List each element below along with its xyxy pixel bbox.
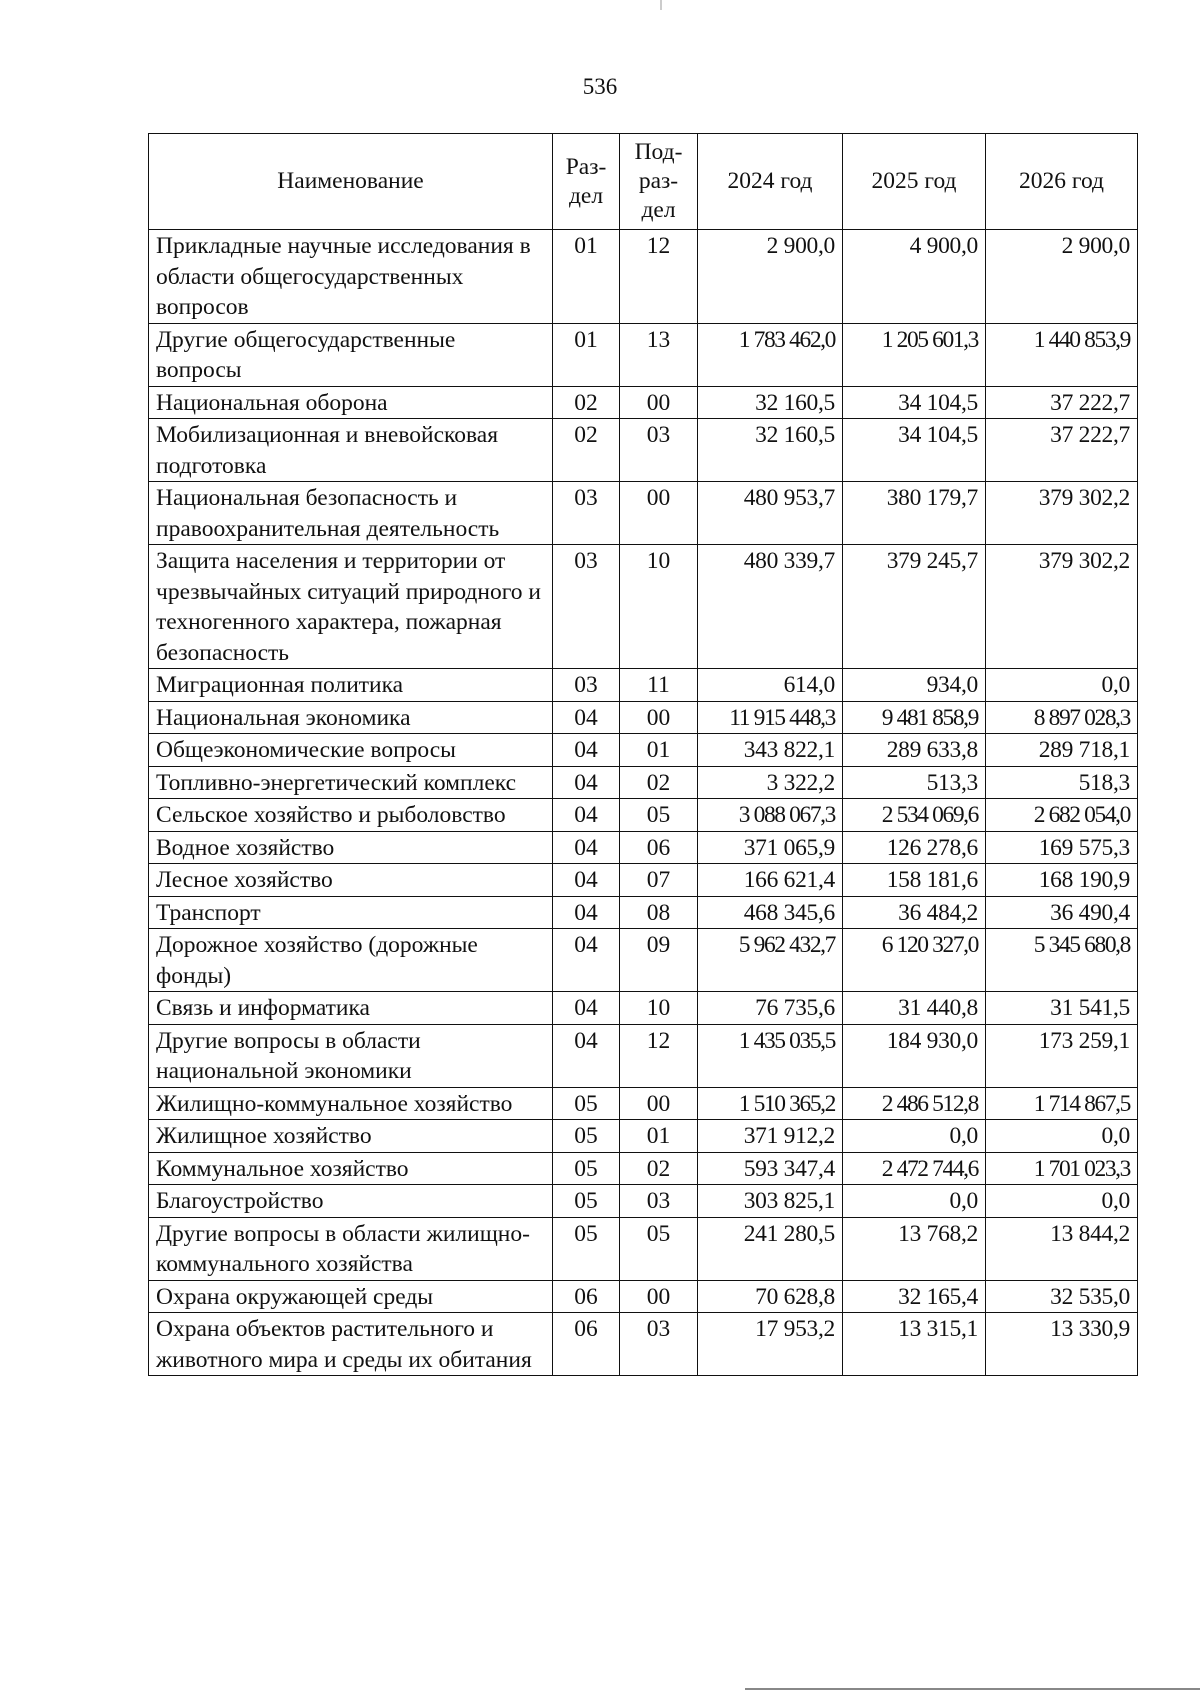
table-row [149, 766, 1138, 799]
cell-2024: 3 322,2 [698, 766, 843, 799]
header-2024: 2024 год [698, 134, 843, 230]
table-row [149, 1120, 1138, 1153]
cell-name: Сельское хозяйство и рыболовство [149, 799, 553, 832]
cell-podrazdel: 03 [620, 1185, 698, 1218]
cell-name: Общеэкономические вопросы [149, 734, 553, 767]
header-2026: 2026 год [986, 134, 1138, 230]
table-row [149, 1087, 1138, 1120]
cell-podrazdel: 13 [620, 323, 698, 386]
cell-razdel: 04 [553, 766, 620, 799]
cell-name: Коммунальное хозяйство [149, 1152, 553, 1185]
cell-razdel: 04 [553, 864, 620, 897]
cell-razdel: 04 [553, 734, 620, 767]
cell-razdel: 01 [553, 323, 620, 386]
cell-name: Миграционная политика [149, 669, 553, 702]
cell-2024: 241 280,5 [698, 1217, 843, 1280]
cell-podrazdel: 02 [620, 1152, 698, 1185]
cell-name: Национальная экономика [149, 701, 553, 734]
cell-name: Национальная оборона [149, 386, 553, 419]
cell-razdel: 03 [553, 482, 620, 545]
cell-name: Жилищное хозяйство [149, 1120, 553, 1153]
cell-name: Благоустройство [149, 1185, 553, 1218]
cell-name: Связь и информатика [149, 992, 553, 1025]
cell-podrazdel: 12 [620, 1024, 698, 1087]
cell-2025: 0,0 [843, 1185, 986, 1218]
cell-2024: 343 822,1 [698, 734, 843, 767]
cell-razdel: 02 [553, 419, 620, 482]
cell-podrazdel: 10 [620, 992, 698, 1025]
cell-name: Охрана объектов растительного и животного мира и среды их обитания [149, 1313, 553, 1376]
cell-podrazdel: 08 [620, 896, 698, 929]
page-number: 536 [582, 74, 618, 99]
cell-podrazdel: 01 [620, 1120, 698, 1153]
cell-podrazdel: 00 [620, 482, 698, 545]
header-podrazdel: Под- раз- дел [620, 134, 698, 230]
cell-name: Охрана окружающей среды [149, 1280, 553, 1313]
cell-2025: 2 534 069,6 [843, 799, 986, 832]
table-row [149, 929, 1138, 992]
cell-2024: 76 735,6 [698, 992, 843, 1025]
cell-2025: 513,3 [843, 766, 986, 799]
cell-razdel: 05 [553, 1087, 620, 1120]
cell-podrazdel: 12 [620, 230, 698, 324]
table-row [149, 1217, 1138, 1280]
table-row [149, 1152, 1138, 1185]
cell-2026: 2 900,0 [986, 230, 1138, 324]
table-row [149, 992, 1138, 1025]
table-row [149, 1280, 1138, 1313]
cell-podrazdel: 09 [620, 929, 698, 992]
table-row [149, 545, 1138, 669]
cell-podrazdel: 00 [620, 701, 698, 734]
cell-2025: 0,0 [843, 1120, 986, 1153]
cell-2024: 11 915 448,3 [698, 701, 843, 734]
table-row [149, 1185, 1138, 1218]
cell-razdel: 03 [553, 545, 620, 669]
header-name: Наименование [149, 134, 553, 230]
cell-2026: 379 302,2 [986, 545, 1138, 669]
cell-2026: 169 575,3 [986, 831, 1138, 864]
cell-2024: 303 825,1 [698, 1185, 843, 1218]
cell-razdel: 04 [553, 799, 620, 832]
cell-2024: 5 962 432,7 [698, 929, 843, 992]
cell-2026: 5 345 680,8 [986, 929, 1138, 992]
cell-2025: 1 205 601,3 [843, 323, 986, 386]
cell-razdel: 05 [553, 1217, 620, 1280]
cell-2024: 371 065,9 [698, 831, 843, 864]
cell-2025: 380 179,7 [843, 482, 986, 545]
cell-2024: 32 160,5 [698, 386, 843, 419]
cell-razdel: 05 [553, 1152, 620, 1185]
cell-name: Транспорт [149, 896, 553, 929]
cell-2024: 371 912,2 [698, 1120, 843, 1153]
table-row [149, 896, 1138, 929]
table-row [149, 1024, 1138, 1087]
cell-name: Мобилизационная и вневойсковая подготовка [149, 419, 553, 482]
cell-2024: 614,0 [698, 669, 843, 702]
cell-podrazdel: 03 [620, 419, 698, 482]
cell-2025: 31 440,8 [843, 992, 986, 1025]
cell-2025: 34 104,5 [843, 419, 986, 482]
cell-2024: 32 160,5 [698, 419, 843, 482]
cell-2025: 289 633,8 [843, 734, 986, 767]
cell-2025: 13 315,1 [843, 1313, 986, 1376]
table-row [149, 669, 1138, 702]
cell-2026: 379 302,2 [986, 482, 1138, 545]
cell-razdel: 02 [553, 386, 620, 419]
cell-razdel: 01 [553, 230, 620, 324]
cell-2025: 158 181,6 [843, 864, 986, 897]
table-row [149, 734, 1138, 767]
cell-2025: 2 486 512,8 [843, 1087, 986, 1120]
cell-name: Водное хозяйство [149, 831, 553, 864]
cell-2025: 6 120 327,0 [843, 929, 986, 992]
table-row [149, 799, 1138, 832]
cell-2026: 168 190,9 [986, 864, 1138, 897]
cell-podrazdel: 00 [620, 386, 698, 419]
cell-2025: 9 481 858,9 [843, 701, 986, 734]
cell-2024: 593 347,4 [698, 1152, 843, 1185]
scan-mark [660, 0, 662, 10]
cell-razdel: 06 [553, 1280, 620, 1313]
table-row [149, 419, 1138, 482]
cell-2024: 70 628,8 [698, 1280, 843, 1313]
cell-2026: 13 330,9 [986, 1313, 1138, 1376]
table-row [149, 230, 1138, 324]
table-header-row [149, 134, 1138, 230]
scan-edge-line [745, 1688, 1200, 1690]
cell-2025: 34 104,5 [843, 386, 986, 419]
cell-razdel: 05 [553, 1120, 620, 1153]
cell-2024: 1 510 365,2 [698, 1087, 843, 1120]
cell-name: Национальная безопасность и правоохранительная деятельность [149, 482, 553, 545]
cell-2026: 2 682 054,0 [986, 799, 1138, 832]
cell-razdel: 04 [553, 701, 620, 734]
cell-razdel: 04 [553, 992, 620, 1025]
cell-2024: 3 088 067,3 [698, 799, 843, 832]
cell-name: Топливно-энергетический комплекс [149, 766, 553, 799]
cell-2026: 173 259,1 [986, 1024, 1138, 1087]
cell-podrazdel: 06 [620, 831, 698, 864]
cell-razdel: 06 [553, 1313, 620, 1376]
cell-2024: 480 953,7 [698, 482, 843, 545]
cell-2025: 36 484,2 [843, 896, 986, 929]
cell-name: Другие общегосударственные вопросы [149, 323, 553, 386]
cell-name: Другие вопросы в области жилищно-коммунального хозяйства [149, 1217, 553, 1280]
cell-2026: 0,0 [986, 1185, 1138, 1218]
cell-podrazdel: 10 [620, 545, 698, 669]
table-row [149, 864, 1138, 897]
cell-2026: 0,0 [986, 1120, 1138, 1153]
cell-2026: 36 490,4 [986, 896, 1138, 929]
cell-name: Другие вопросы в области национальной экономики [149, 1024, 553, 1087]
cell-2025: 379 245,7 [843, 545, 986, 669]
header-razdel: Раз- дел [553, 134, 620, 230]
cell-2026: 8 897 028,3 [986, 701, 1138, 734]
cell-2026: 31 541,5 [986, 992, 1138, 1025]
cell-2026: 1 714 867,5 [986, 1087, 1138, 1120]
cell-2025: 934,0 [843, 669, 986, 702]
table-row [149, 323, 1138, 386]
cell-2024: 17 953,2 [698, 1313, 843, 1376]
cell-2025: 126 278,6 [843, 831, 986, 864]
cell-2025: 4 900,0 [843, 230, 986, 324]
header-2025: 2025 год [843, 134, 986, 230]
cell-razdel: 03 [553, 669, 620, 702]
cell-2024: 166 621,4 [698, 864, 843, 897]
cell-2026: 289 718,1 [986, 734, 1138, 767]
table-row [149, 482, 1138, 545]
table-row [149, 701, 1138, 734]
table-row [149, 1313, 1138, 1376]
budget-table [148, 133, 1138, 1376]
table-row [149, 831, 1138, 864]
cell-2025: 2 472 744,6 [843, 1152, 986, 1185]
cell-name: Лесное хозяйство [149, 864, 553, 897]
cell-2026: 32 535,0 [986, 1280, 1138, 1313]
cell-2025: 13 768,2 [843, 1217, 986, 1280]
cell-2026: 1 701 023,3 [986, 1152, 1138, 1185]
table-row [149, 386, 1138, 419]
cell-razdel: 04 [553, 831, 620, 864]
cell-2024: 2 900,0 [698, 230, 843, 324]
cell-2024: 480 339,7 [698, 545, 843, 669]
cell-name: Дорожное хозяйство (дорожные фонды) [149, 929, 553, 992]
cell-podrazdel: 07 [620, 864, 698, 897]
cell-podrazdel: 00 [620, 1087, 698, 1120]
cell-2026: 37 222,7 [986, 386, 1138, 419]
cell-2026: 1 440 853,9 [986, 323, 1138, 386]
cell-2025: 184 930,0 [843, 1024, 986, 1087]
cell-podrazdel: 00 [620, 1280, 698, 1313]
cell-2024: 1 783 462,0 [698, 323, 843, 386]
cell-razdel: 04 [553, 896, 620, 929]
cell-2024: 468 345,6 [698, 896, 843, 929]
cell-podrazdel: 03 [620, 1313, 698, 1376]
cell-2026: 13 844,2 [986, 1217, 1138, 1280]
cell-name: Прикладные научные исследования в области общегосударственных вопросов [149, 230, 553, 324]
cell-2026: 37 222,7 [986, 419, 1138, 482]
cell-podrazdel: 05 [620, 799, 698, 832]
cell-name: Защита населения и территории от чрезвычайных ситуаций природного и техногенного характера, пожарная безопасность [149, 545, 553, 669]
cell-razdel: 04 [553, 1024, 620, 1087]
cell-razdel: 05 [553, 1185, 620, 1218]
cell-podrazdel: 01 [620, 734, 698, 767]
cell-2024: 1 435 035,5 [698, 1024, 843, 1087]
cell-podrazdel: 11 [620, 669, 698, 702]
cell-podrazdel: 02 [620, 766, 698, 799]
cell-razdel: 04 [553, 929, 620, 992]
cell-podrazdel: 05 [620, 1217, 698, 1280]
cell-2026: 518,3 [986, 766, 1138, 799]
table-body [149, 230, 1138, 1376]
cell-2025: 32 165,4 [843, 1280, 986, 1313]
cell-2026: 0,0 [986, 669, 1138, 702]
cell-name: Жилищно-коммунальное хозяйство [149, 1087, 553, 1120]
